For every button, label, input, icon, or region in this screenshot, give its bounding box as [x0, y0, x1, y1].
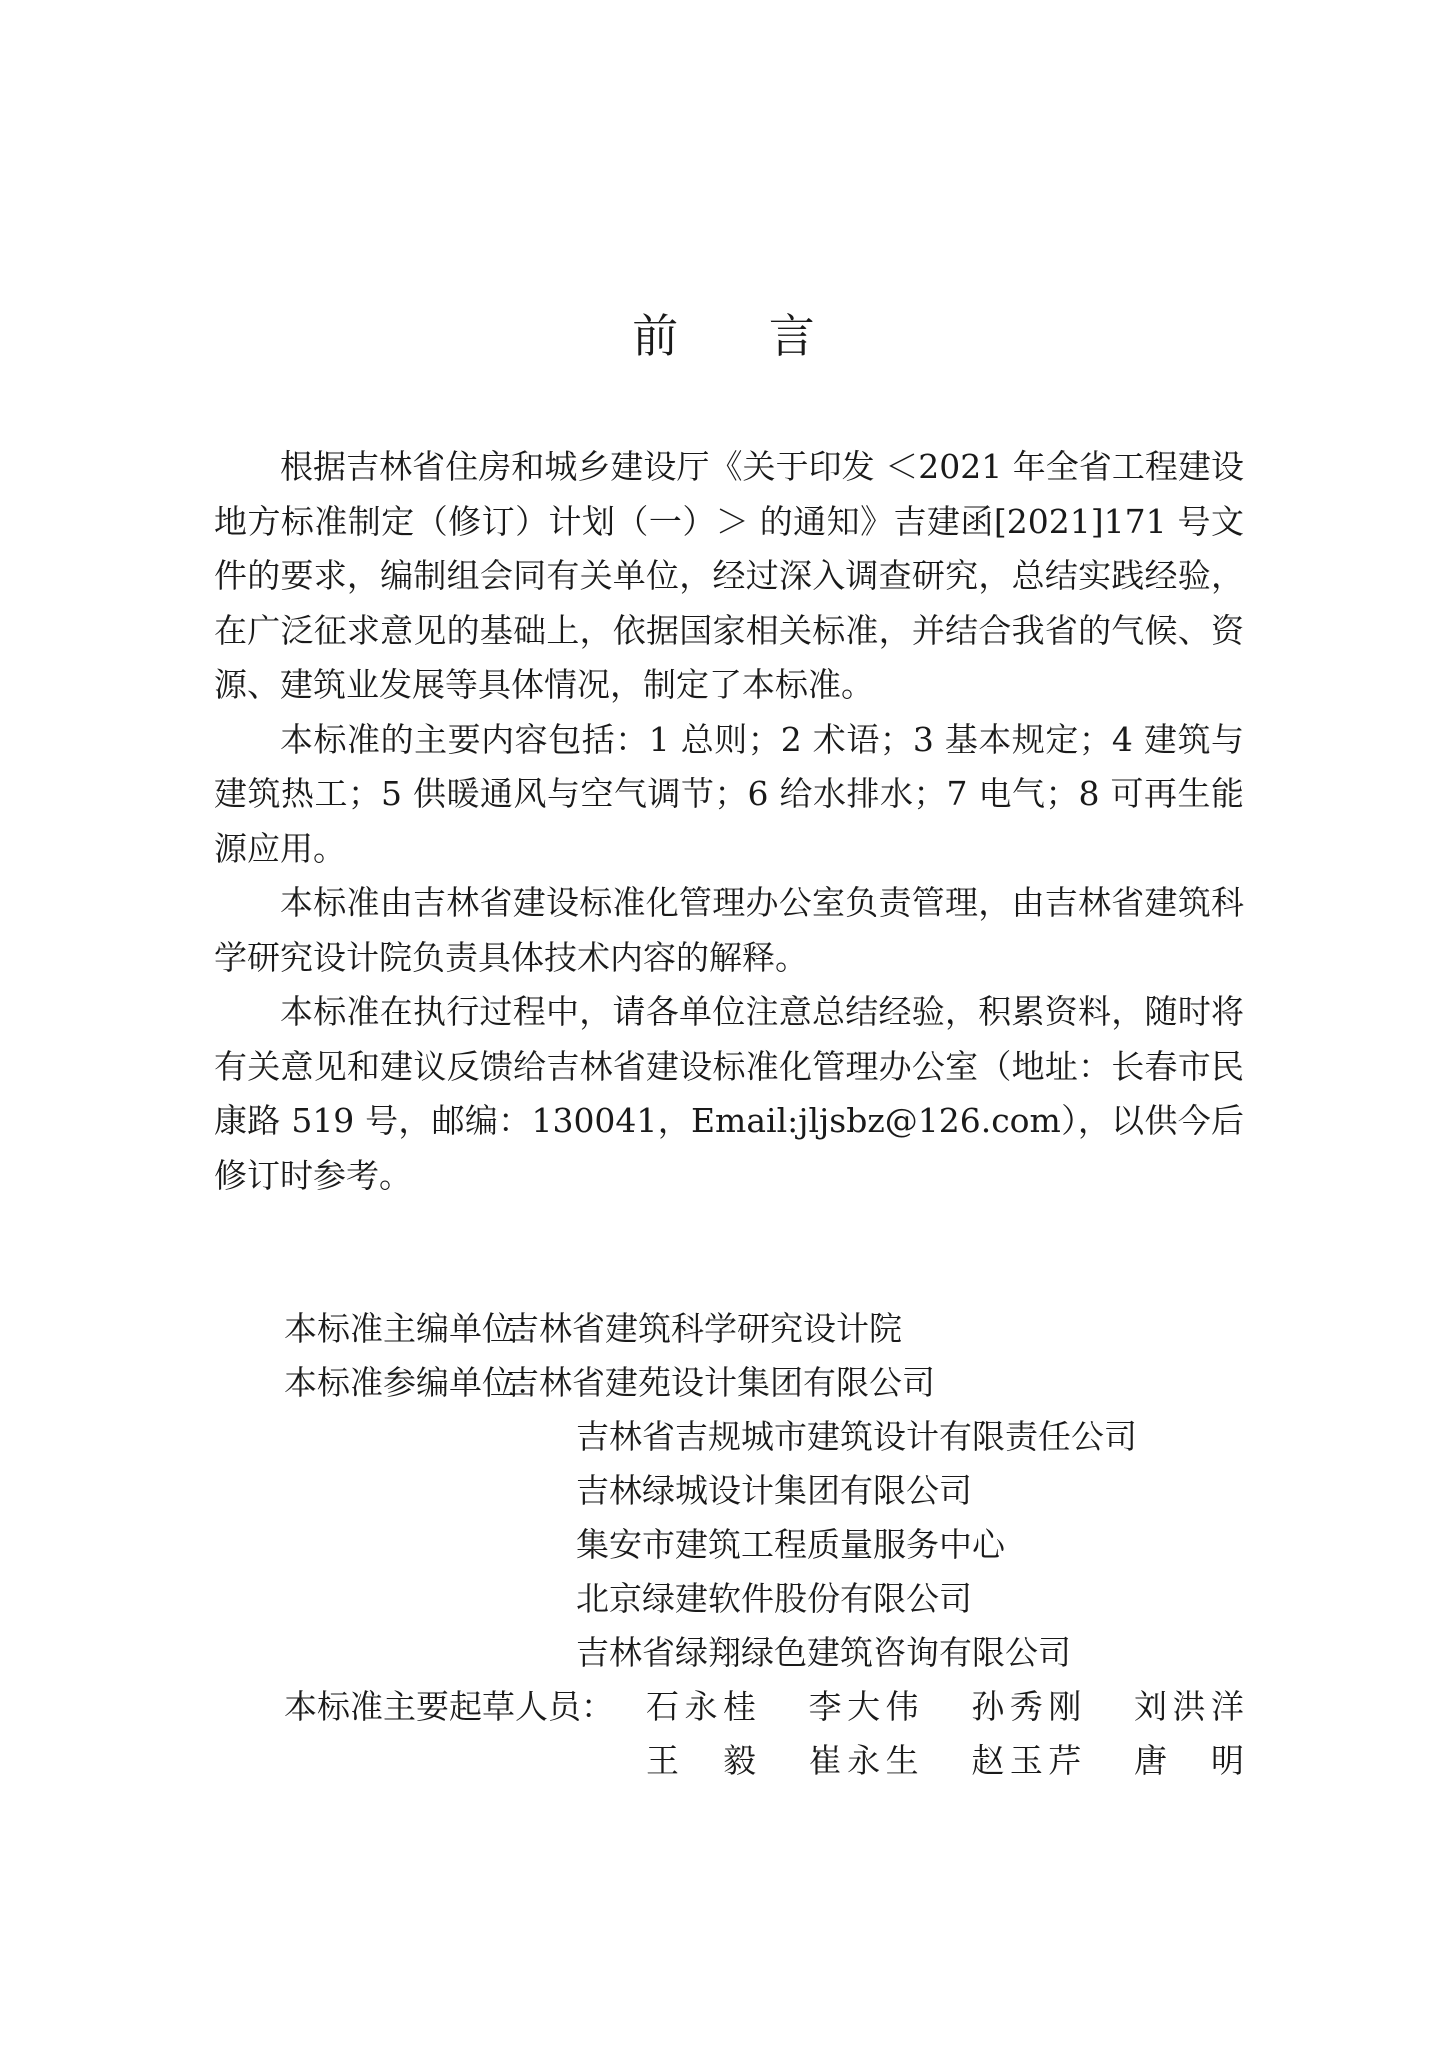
preface-body [214, 440, 1244, 1203]
paragraph-basis: 根据吉林省住房和城乡建设厅《关于印发 ＜2021 年全省工程建设地方标准制定（修订）计划（一）＞ 的通知》吉建函[2021]171 号文件的要求，编制组会同有关单位，经过深入调查研究，总结实践经验，在广泛征求意见的基础上，依据国家相关标准，并结合我省的气候、资源、建筑业发展等具体情况，制定了本标准。 [214, 447, 1244, 704]
chief-unit-label: 本标准主编单位： [284, 1309, 548, 1348]
drafter-name: 石永桂 [646, 1687, 756, 1726]
participating-unit-value: 吉林省吉规城市建筑设计有限责任公司 [576, 1417, 1137, 1456]
drafter-names [646, 1734, 1244, 1788]
drafter-name: 孙秀刚 [971, 1687, 1082, 1726]
drafter-row [214, 1680, 1244, 1734]
drafter-name: 李大伟 [808, 1687, 919, 1726]
drafter-name: 唐明 [1133, 1741, 1244, 1780]
drafter-row [214, 1734, 1244, 1788]
drafters-section [214, 1680, 1244, 1788]
participating-unit-label: 本标准参编单位： [284, 1363, 548, 1402]
units-section [214, 1302, 1244, 1680]
drafter-name: 赵玉芹 [971, 1741, 1082, 1780]
paragraph-feedback: 本标准在执行过程中，请各单位注意总结经验，积累资料，随时将有关意见和建议反馈给吉林省建设标准化管理办公室（地址：长春市民康路 519 号，邮编：130041，Email:jljsbz@126.com），以供今后修订时参考。 [214, 992, 1244, 1195]
chief-unit-value: 吉林省建筑科学研究设计院 [506, 1309, 902, 1348]
participating-unit-value: 北京绿建软件股份有限公司 [576, 1579, 972, 1618]
paragraph-contents: 本标准的主要内容包括：1 总则；2 术语；3 基本规定；4 建筑与建筑热工；5 供暖通风与空气调节；6 给水排水；7 电气；8 可再生能源应用。 [214, 719, 1244, 868]
participating-unit-value: 集安市建筑工程质量服务中心 [576, 1525, 1005, 1564]
participating-unit-row [214, 1356, 1244, 1410]
paragraph-management: 本标准由吉林省建设标准化管理办公室负责管理，由吉林省建筑科学研究设计院负责具体技术内容的解释。 [214, 883, 1244, 977]
drafter-name: 崔永生 [808, 1741, 919, 1780]
page-title: 前 言 [632, 309, 853, 363]
participating-unit-value: 吉林省建苑设计集团有限公司 [506, 1363, 935, 1402]
drafter-name: 刘洪洋 [1133, 1687, 1244, 1726]
drafter-name: 王毅 [646, 1741, 756, 1780]
chief-unit-row [214, 1302, 1244, 1356]
drafter-names [646, 1680, 1244, 1734]
drafters-label: 本标准主要起草人员： [284, 1687, 614, 1726]
participating-unit-value: 吉林绿城设计集团有限公司 [576, 1471, 972, 1510]
participating-unit-value: 吉林省绿翔绿色建筑咨询有限公司 [576, 1633, 1071, 1672]
